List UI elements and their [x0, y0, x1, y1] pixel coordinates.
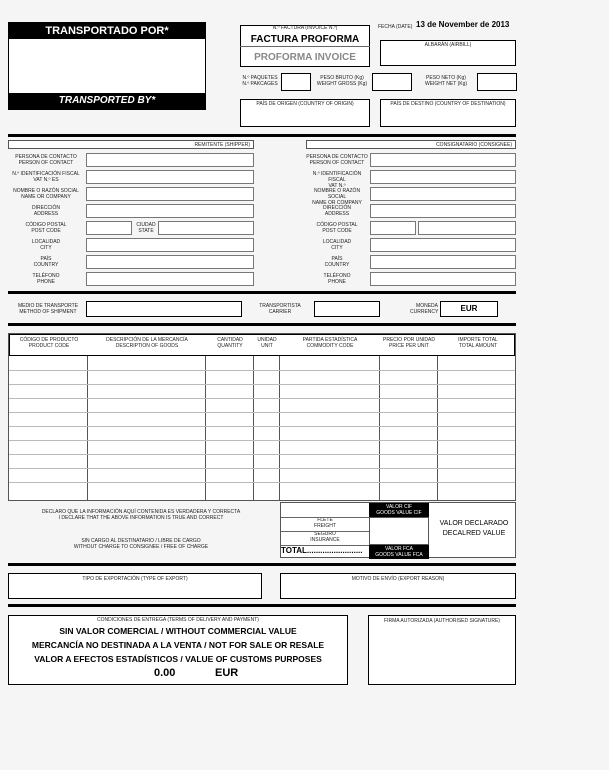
transported-by-box — [8, 22, 206, 110]
table-row[interactable] — [9, 398, 515, 399]
consignee-contact-input[interactable] — [370, 153, 516, 167]
terms-currency: EUR — [215, 667, 239, 679]
method-label: MEDIO DE TRANSPORTE METHOD OF SHIPMENT — [17, 303, 79, 315]
signature-field[interactable] — [368, 615, 516, 685]
col-unit: UNIDAD UNIT — [257, 337, 277, 349]
shipper-section — [8, 140, 254, 288]
consignee-name-input[interactable] — [370, 187, 516, 201]
consignee-address-input[interactable] — [370, 204, 516, 218]
consignee-name-label: NOMBRE O RAZÓN SOCIAL NAME OR COMPANY — [312, 188, 362, 206]
no-charge-text: SIN CARGO AL DESTINATARIO / LIBRE DE CARGO WITHOUT CHARGE TO CONSIGNEE / FREE OF CHARGE — [73, 538, 209, 550]
export-type-field[interactable] — [8, 573, 262, 599]
carrier-label: TRANSPORTISTA CARRIER — [259, 303, 301, 315]
terms-line-2: MERCANCÍA NO DESTINADA A LA VENTA / NOT FOR SALE OR RESALE — [31, 640, 325, 650]
col-commodity-code: PARTIDA ESTADÍSTICA COMMODITY CODE — [302, 337, 358, 349]
declared-value-label: VALOR DECLARADO DECALRED VALUE — [439, 520, 509, 537]
consignee-city-label: LOCALIDAD CITY — [322, 239, 352, 251]
shipper-title: REMITENTE (SHIPPER) — [194, 142, 250, 148]
table-row[interactable] — [9, 370, 515, 371]
table-row[interactable] — [9, 426, 515, 427]
fca-value-label: VALOR FCA GOODS VALUE FCA — [369, 545, 429, 559]
consignee-address-label: DIRECCIÓN ADDRESS — [322, 205, 352, 217]
export-type-label: TIPO DE EXPORTACIÓN (TYPE OF EXPORT) — [82, 576, 188, 582]
consignee-vat-label: N.º IDENTIFICACIÓN FISCAL VAT N.º — [312, 171, 362, 189]
table-row[interactable] — [9, 482, 515, 483]
destination-country-field[interactable] — [380, 99, 516, 127]
shipper-address-label: DIRECCIÓN ADDRESS — [31, 205, 61, 217]
shipper-title-bar — [8, 140, 254, 149]
page-subtitle: PROFORMA INVOICE — [254, 52, 356, 63]
date-label: FECHA (DATE) — [378, 24, 413, 30]
terms-line-1: SIN VALOR COMERCIAL / WITHOUT COMMERCIAL VALUE — [59, 626, 297, 636]
shipper-postcode-label: CÓDIGO POSTAL POST CODE — [25, 222, 67, 234]
airbill-label: ALBARÁN (AIRBILL) — [424, 42, 472, 48]
packages-label: N.º PAQUETES N.º PAKCAGES — [242, 75, 278, 87]
totals-block — [280, 502, 516, 558]
col-quantity: CANTIDAD QUANTITY — [217, 337, 243, 349]
net-weight-label: PESO NETO (Kg) WEIGHT NET (Kg) — [424, 75, 468, 87]
terms-amount: 0.00 — [154, 667, 176, 679]
table-row[interactable] — [9, 412, 515, 413]
col-description: DESCRIPCIÓN DE LA MERCANCÍA DESCRIPTION OF GOODS — [106, 337, 188, 349]
terms-line-3: VALOR A EFECTOS ESTADÍSTICOS / VALUE OF CUSTOMS PURPOSES — [34, 654, 322, 664]
invoice-number-label: N.º FACTURA (INVOICE N.º) — [272, 25, 338, 31]
consignee-country-input[interactable] — [370, 255, 516, 269]
consignee-phone-input[interactable] — [370, 272, 516, 286]
consignee-title: CONSIGNATARIO (CONSIGNEE) — [436, 142, 512, 148]
col-price-unit: PRECIO POR UNIDAD PRICE PER UNIT — [383, 337, 435, 349]
table-row[interactable] — [9, 454, 515, 455]
consignee-section — [306, 140, 516, 288]
shipper-vat-label: N.º IDENTIFICACIÓN FISCAL VAT N.º ES — [12, 171, 80, 183]
export-reason-field[interactable] — [280, 573, 516, 599]
shipper-state-input[interactable] — [158, 221, 254, 235]
consignee-city-input[interactable] — [370, 238, 516, 252]
table-row[interactable] — [9, 468, 515, 469]
airbill-field[interactable] — [380, 40, 516, 66]
consignee-vat-input[interactable] — [370, 170, 516, 184]
shipper-contact-label: PERSONA DE CONTACTO PERSON OF CONTACT — [15, 154, 77, 166]
terms-label: CONDICIONES DE ENTREGA (TERMS OF DELIVERY AND PAYMENT) — [97, 617, 259, 623]
shipper-country-input[interactable] — [86, 255, 254, 269]
consignee-phone-label: TELÉFONO PHONE — [323, 273, 351, 285]
consignee-postcode-input[interactable] — [370, 221, 416, 235]
shipper-name-label: NOMBRE O RAZÓN SOCIAL NAME OR COMPANY — [13, 188, 79, 200]
shipper-city-state-label: CIUDAD STATE — [136, 222, 156, 234]
consignee-country-label: PAÍS COUNTRY — [324, 256, 350, 268]
table-row[interactable] — [9, 384, 515, 385]
declaration-text: DECLARO QUE LA INFORMACIÓN AQUÍ CONTENIDA ES VERDADERA Y CORRECTA I DECLARE THAT THE ABOVE INFORMATION IS TRUE AND CORRECT — [41, 509, 241, 521]
items-table — [8, 333, 516, 501]
transported-by-subtitle: TRANSPORTED BY* — [9, 93, 205, 109]
currency-field[interactable]: EUR — [440, 301, 498, 317]
gross-weight-label: PESO BRUTO (Kg) WEIGHT GROSS (Kg) — [316, 75, 368, 87]
col-product-code: CÓDIGO DE PRODUCTO PRODUCT CODE — [19, 337, 79, 349]
shipper-address-input[interactable] — [86, 204, 254, 218]
destination-country-label: PAÍS DE DESTINO (COUNTRY OF DESTINATION) — [390, 101, 506, 107]
terms-box — [8, 615, 348, 685]
transported-by-field[interactable] — [11, 41, 203, 91]
page-title: FACTURA PROFORMA — [250, 34, 360, 45]
col-total-amount: IMPORTE TOTAL TOTAL AMOUNT — [458, 337, 498, 349]
net-weight-field[interactable] — [477, 73, 517, 91]
shipper-name-input[interactable] — [86, 187, 254, 201]
packages-field[interactable] — [281, 73, 311, 91]
consignee-postcode-label: CÓDIGO POSTAL POST CODE — [316, 222, 358, 234]
origin-country-field[interactable] — [240, 99, 370, 127]
shipper-country-label: PAÍS COUNTRY — [33, 256, 59, 268]
shipper-phone-input[interactable] — [86, 272, 254, 286]
signature-label: FIRMA AUTORIZADA (AUTHORISED SIGNATURE) — [384, 618, 500, 624]
date-value: 13 de November de 2013 — [416, 20, 510, 29]
carrier-input[interactable] — [314, 301, 380, 317]
origin-country-label: PAÍS DE ORIGEN (COUNTRY OF ORIGIN) — [256, 101, 354, 107]
export-reason-label: MOTIVO DE ENVÍO (EXPORT REASON) — [351, 576, 445, 582]
shipper-city-input[interactable] — [86, 238, 254, 252]
shipper-vat-input[interactable] — [86, 170, 254, 184]
gross-weight-field[interactable] — [372, 73, 412, 91]
cif-value-label: VALOR CIF GOODS VALUE CIF — [369, 503, 429, 517]
freight-label: FLETE FREIGHT — [314, 517, 336, 529]
shipper-city-label: LOCALIDAD CITY — [31, 239, 61, 251]
shipper-phone-label: TELÉFONO PHONE — [32, 273, 60, 285]
method-input[interactable] — [86, 301, 242, 317]
consignee-title-bar — [306, 140, 516, 149]
cif-value-field[interactable] — [369, 517, 429, 545]
insurance-label: SEGURO INSURANCE — [310, 531, 340, 543]
shipper-postcode-input[interactable] — [86, 221, 132, 235]
items-header — [9, 334, 515, 356]
consignee-contact-label: PERSONA DE CONTACTO PERSON OF CONTACT — [306, 154, 368, 166]
transported-by-title: TRANSPORTADO POR* — [9, 23, 205, 39]
currency-label: MONEDA CURRENCY — [410, 303, 439, 315]
shipper-contact-input[interactable] — [86, 153, 254, 167]
consignee-state-input[interactable] — [418, 221, 516, 235]
table-row[interactable] — [9, 440, 515, 441]
total-label: TOTAL......................... — [281, 546, 363, 555]
